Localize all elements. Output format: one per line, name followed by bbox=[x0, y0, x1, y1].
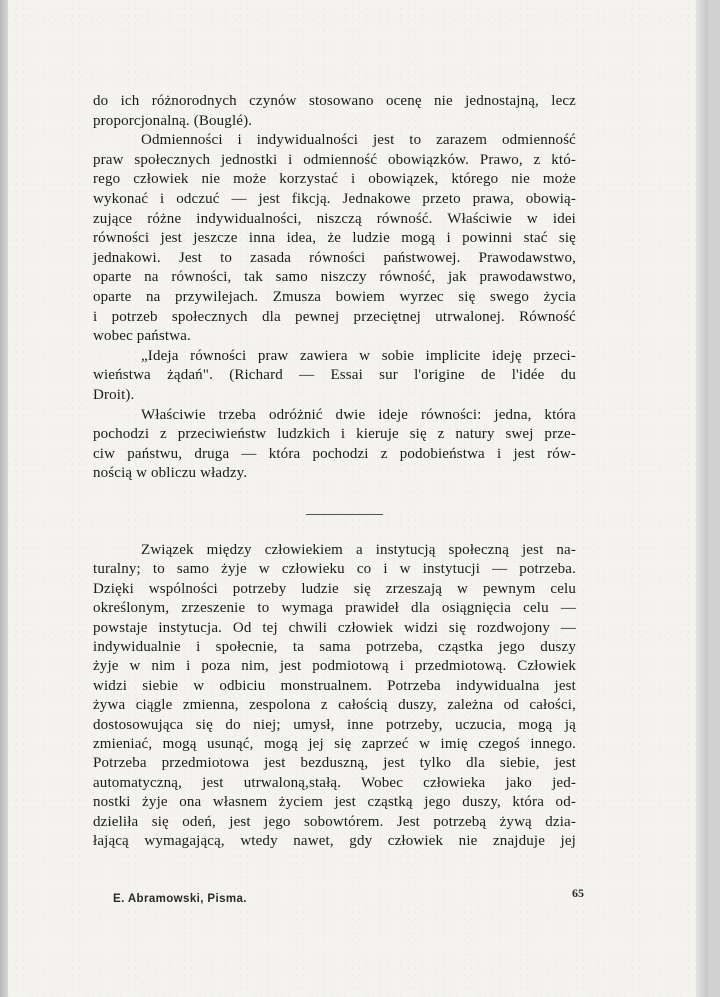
text-line: zujące różne indywidualności, niszczą równość. Właściwie w idei bbox=[93, 210, 576, 227]
page-edge-shadow-left bbox=[0, 0, 8, 997]
text-block-top bbox=[93, 92, 576, 484]
text-line: Odmienności i indywidualności jest to zarazem odmienność bbox=[141, 132, 576, 149]
text-line: nością w obliczu władzy. bbox=[93, 465, 248, 482]
text-line: ciw państwu, druga — która pochodzi z podobieństwa i jest rów- bbox=[93, 445, 576, 462]
text-line: widzi siebie w odbiciu monstrualnem. Potrzeba indywidualna jest bbox=[93, 677, 576, 694]
text-line: automatyczną, jest utrwaloną,stałą. Wobec człowieka jako jed- bbox=[93, 774, 576, 791]
text-line: praw społecznych jednostki i odmienność obowiązków. Prawo, z któ- bbox=[93, 151, 576, 168]
text-line: Droit). bbox=[93, 386, 135, 403]
text-line: równości jest jeszcze inna idea, że ludzie mogą i powinni stać się bbox=[93, 230, 576, 247]
text-line: dostosowująca się do niej; umysł, inne potrzeby, uczucia, mogą ją bbox=[93, 716, 576, 733]
text-block-bottom bbox=[93, 541, 576, 852]
text-line: „Ideja równości praw zawiera w sobie implicite ideję przeci- bbox=[141, 347, 576, 364]
text-line: Dzięki wspólności potrzeby ludzie się zrzeszają w pewnym celu bbox=[93, 580, 576, 597]
text-line: oparte na równości, tak samo niszczy równość, jak prawodawstwo, bbox=[93, 269, 576, 286]
text-line: wykonać i odczuć — jest fikcją. Jednakowe przeto prawa, obowią- bbox=[93, 190, 576, 207]
text-line: żywa ciągle zmienna, zespolona z całością duszy, zależna od całości, bbox=[93, 697, 576, 714]
text-line: i potrzeb społecznych dla pewnej przeciętnej utrwalonej. Równość bbox=[93, 308, 576, 325]
text-line: rego człowiek nie może korzystać i obowiązek, którego nie może bbox=[93, 171, 576, 188]
page-number: 65 bbox=[572, 886, 584, 900]
text-line: turalny; to samo żyje w człowieku co i w instytucji — potrzeba. bbox=[93, 561, 576, 578]
text-line: dzieliła się odeń, jest jego sobowtórem. Jest potrzebą żywą dzia- bbox=[93, 813, 576, 830]
text-line: proporcjonalną. (Bouglé). bbox=[93, 112, 253, 129]
text-line: do ich różnorodnych czynów stosowano ocenę nie jednostajną, lecz bbox=[93, 93, 576, 109]
text-line: Właściwie trzeba odróżnić dwie ideje równości: jedna, która bbox=[141, 406, 576, 423]
text-line: powstaje instytucja. Od tej chwili człowiek widzi się rozdwojony — bbox=[93, 619, 576, 636]
page-edge-shadow-right bbox=[696, 0, 708, 997]
text-line: wobec państwa. bbox=[93, 328, 191, 345]
text-line: łającą wymagającą, wtedy nawet, gdy człowiek nie znajduje jej bbox=[93, 833, 576, 850]
text-line: Potrzeba przedmiotowa jest bezduszną, jest tylko dla siebie, jest bbox=[93, 755, 576, 772]
footer-author-signature: E. Abramowski, Pisma. bbox=[113, 893, 247, 905]
text-line: jednakowi. Jest to zasada równości państwowej. Prawodawstwo, bbox=[93, 249, 576, 266]
text-line: oparte na przywilejach. Zmusza bowiem wyrzec się swego życia bbox=[93, 288, 576, 305]
text-line: pochodzi z przeciwieństw ludzkich i kieruje się z natury swej prze- bbox=[93, 426, 576, 443]
section-divider bbox=[306, 514, 383, 515]
book-page bbox=[8, 0, 708, 997]
text-line: zmieniać, mogą usunąć, mogą jej się zaprzeć w imię czegoś innego. bbox=[93, 736, 576, 753]
text-line: żyje w nim i poza nim, jest podmiotową i przedmiotową. Człowiek bbox=[93, 658, 576, 675]
text-line: określonym, zrzeszenie to wymaga prawideł dla osiągnięcia celu — bbox=[93, 600, 576, 617]
text-line: wieństwa żądań". (Richard — Essai sur l'origine de l'idée du bbox=[93, 367, 576, 384]
text-line: nostki żyje ona własnem życiem jest cząstką jego duszy, która od- bbox=[93, 794, 576, 811]
text-line: Związek między człowiekiem a instytucją społeczną jest na- bbox=[141, 542, 576, 558]
text-line: indywidualnie i społecnie, ta sama potrzeba, cząstka jego duszy bbox=[93, 639, 576, 656]
